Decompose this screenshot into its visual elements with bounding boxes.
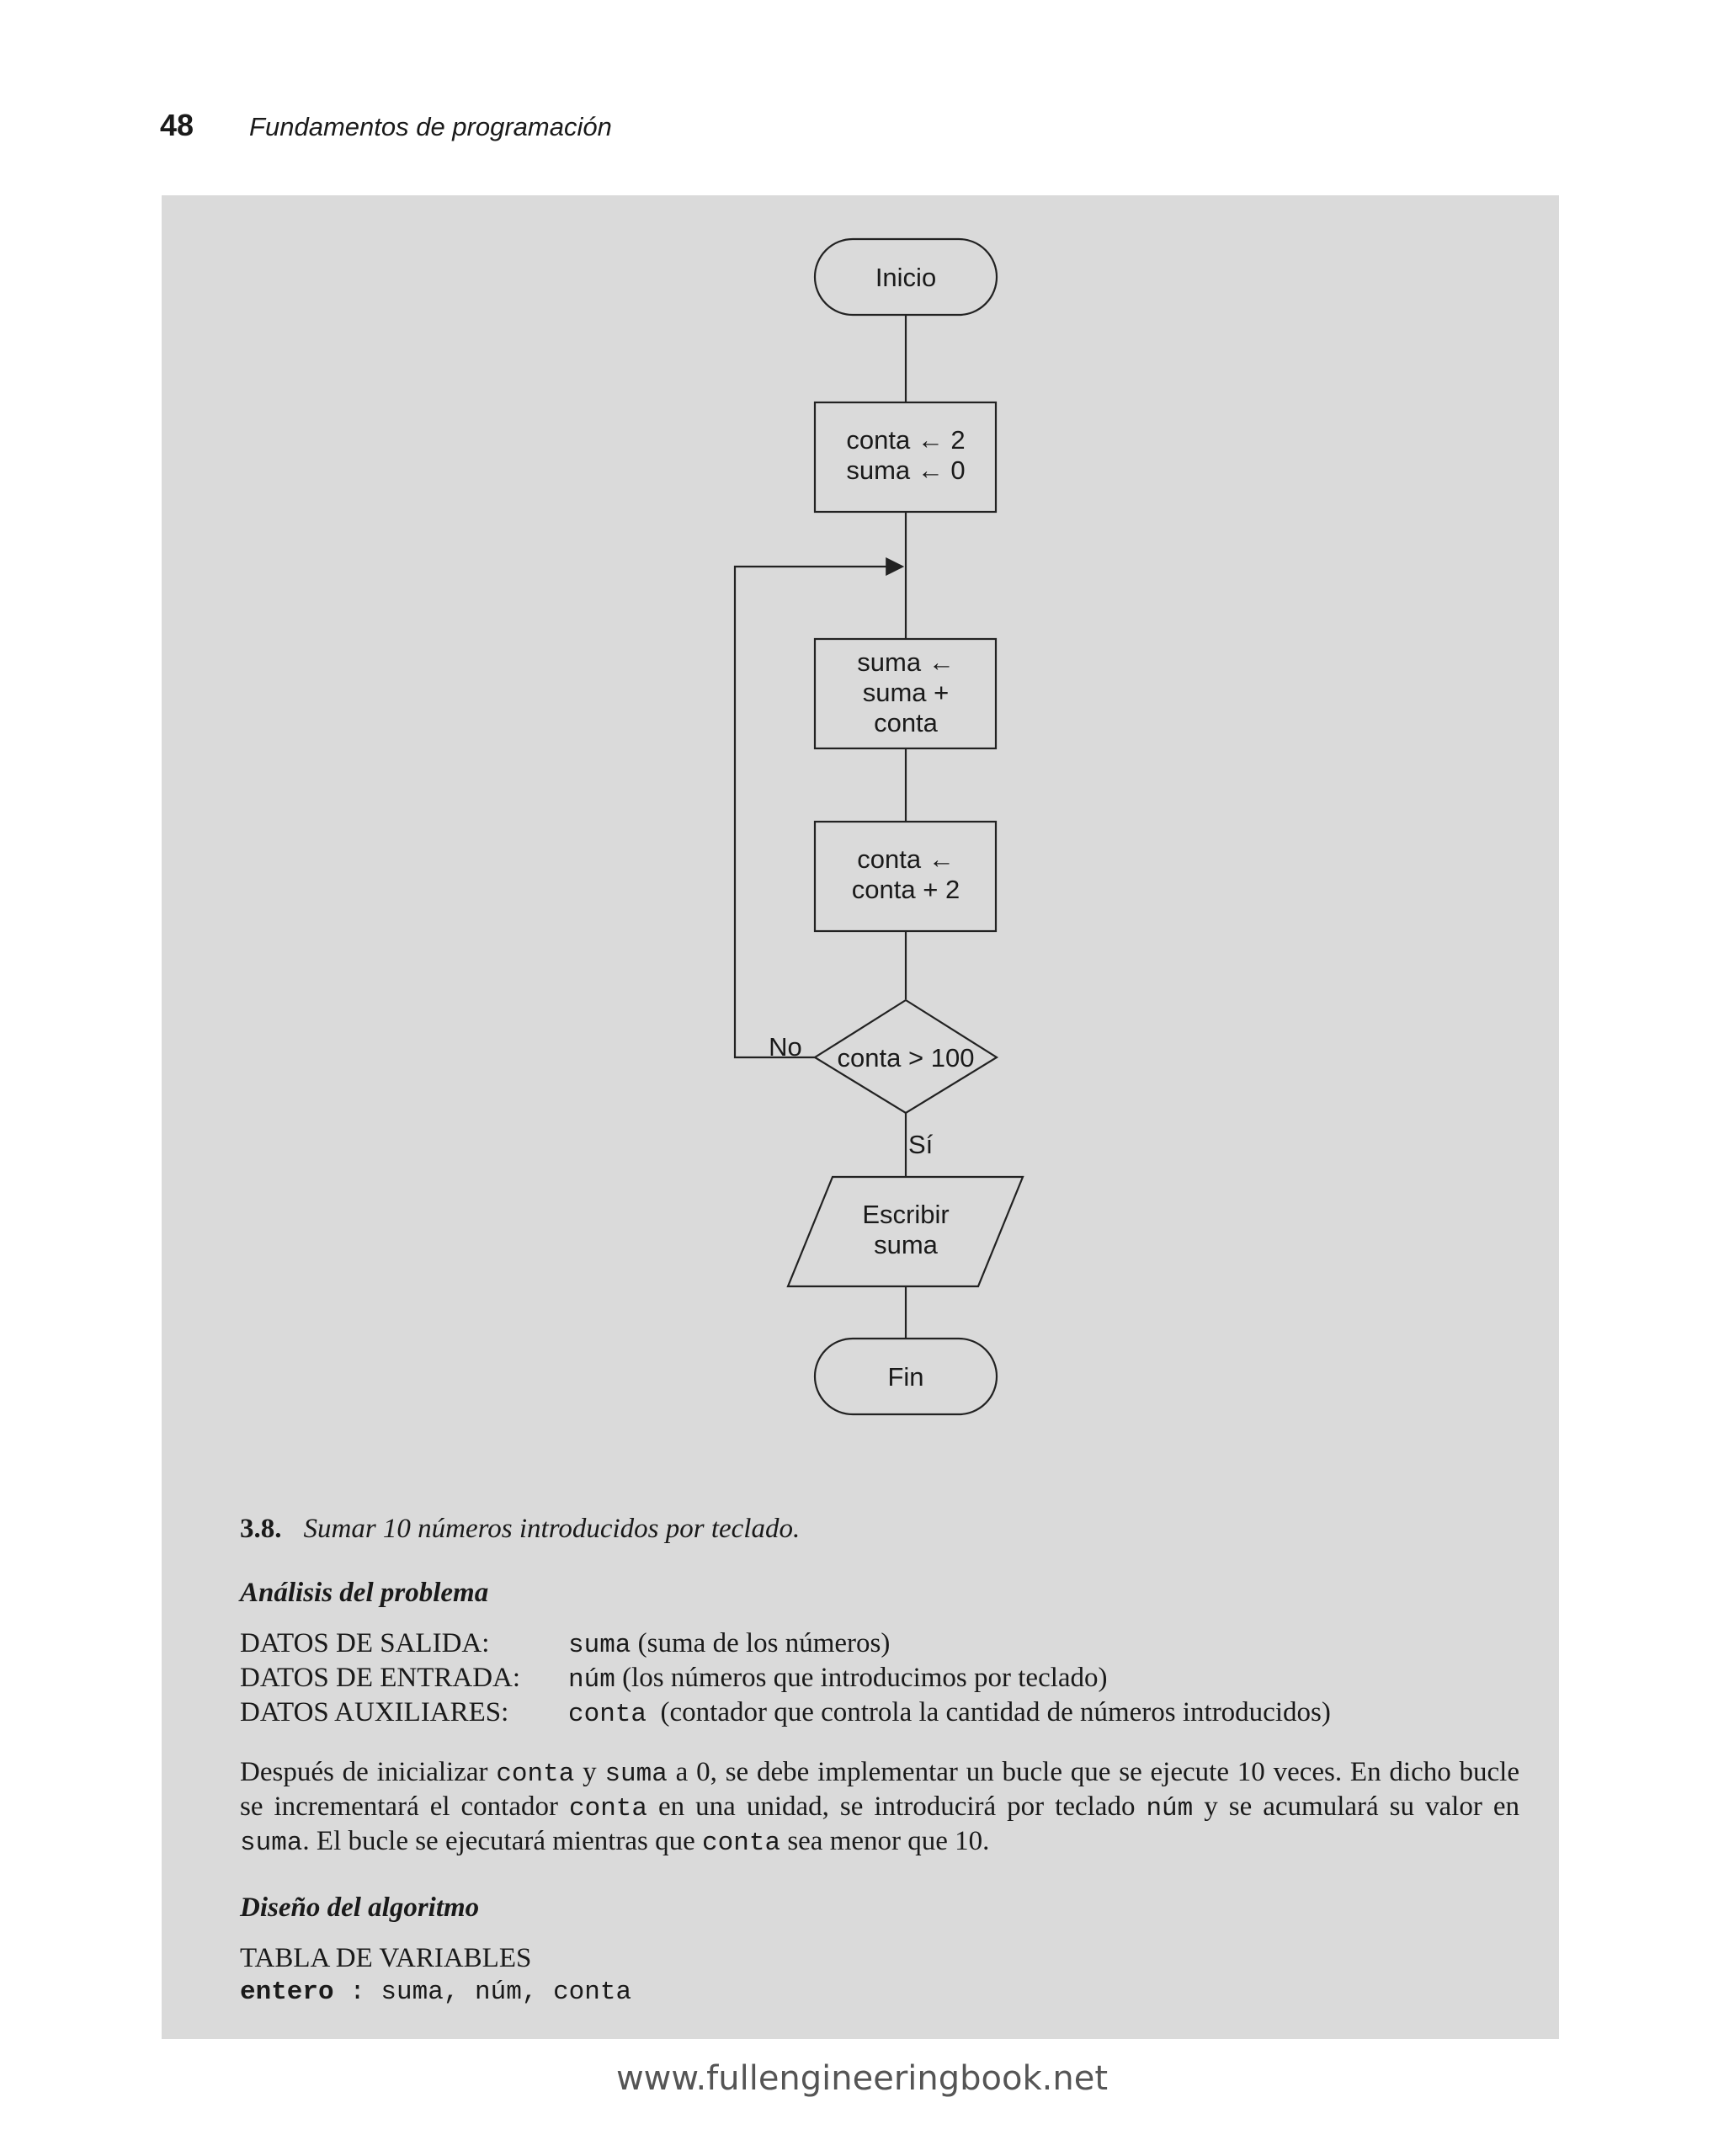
- para-code: núm: [1146, 1794, 1194, 1823]
- type-keyword: entero: [240, 1978, 334, 2007]
- init-line1: conta ← 2: [846, 425, 966, 455]
- data-var: núm: [568, 1665, 615, 1695]
- problem-section: [240, 1513, 1519, 2009]
- variable-declaration: [240, 1974, 1519, 2009]
- para-text: y: [574, 1757, 605, 1787]
- declared-variables: : suma, núm, conta: [333, 1978, 632, 2007]
- data-row-input: [240, 1662, 1519, 1696]
- para-text: en una unidad, se introducirá por teclado: [647, 1791, 1147, 1822]
- para-code: suma: [604, 1759, 668, 1789]
- design-heading: Diseño del algoritmo: [240, 1892, 480, 1923]
- para-text: . El bucle se ejecutará mientras que: [302, 1826, 703, 1856]
- content-panel: [162, 195, 1559, 2039]
- data-var: suma: [568, 1631, 631, 1660]
- explanation-paragraph: [240, 1756, 1519, 1860]
- page-header: [160, 108, 612, 158]
- init-line2: suma ← 0: [846, 455, 966, 485]
- data-desc: (suma de los números): [631, 1628, 891, 1658]
- variables-table-title: TABLA DE VARIABLES: [240, 1943, 532, 1973]
- data-label: DATOS AUXILIARES:: [240, 1697, 509, 1727]
- data-desc: (contador que controla la cantidad de números introducidos): [646, 1697, 1331, 1727]
- problem-statement: Sumar 10 números introducidos por teclado.: [303, 1514, 801, 1544]
- sum-line1: suma ←: [857, 647, 955, 677]
- data-label: DATOS DE SALIDA:: [240, 1628, 490, 1658]
- data-list: [240, 1627, 1519, 1731]
- problem-number: 3.8.: [240, 1514, 282, 1544]
- flowchart: [162, 195, 1559, 1500]
- decision-label: conta > 100: [837, 1043, 975, 1073]
- data-desc: (los números que introducimos por teclado): [615, 1663, 1108, 1693]
- para-code: conta: [569, 1794, 648, 1823]
- para-code: conta: [496, 1759, 575, 1789]
- para-text: Después de inicializar: [240, 1757, 497, 1787]
- inc-line2: conta + 2: [851, 875, 960, 904]
- page-number: 48: [160, 108, 194, 142]
- sum-line2: suma +: [862, 678, 950, 707]
- data-label: DATOS DE ENTRADA:: [240, 1663, 521, 1693]
- yes-branch-label: Sí: [908, 1130, 934, 1159]
- no-branch-label: No: [769, 1032, 802, 1062]
- para-code: conta: [702, 1829, 781, 1858]
- para-text: sea menor que 10.: [780, 1826, 990, 1856]
- inc-line1: conta ←: [857, 844, 955, 874]
- start-label: Inicio: [875, 263, 937, 292]
- output-line2: suma: [874, 1230, 938, 1259]
- para-text: a 0, se debe implementar un bucle que se ejecute 10 veces. En dicho bucle se incrementará el contador: [240, 1757, 1519, 1822]
- sum-line3: conta: [874, 708, 938, 737]
- para-text: y se acumulará su valor en: [1193, 1791, 1519, 1822]
- data-var: conta: [568, 1700, 647, 1729]
- para-code: suma: [240, 1829, 303, 1858]
- output-line1: Escribir: [862, 1200, 950, 1229]
- analysis-heading: Análisis del problema: [240, 1578, 489, 1608]
- footer-url: www.fullengineeringbook.net: [615, 2059, 1109, 2098]
- data-row-output: [240, 1627, 1519, 1662]
- end-label: Fin: [887, 1362, 924, 1392]
- running-title: Fundamentos de programación: [249, 112, 612, 141]
- problem-title: [240, 1513, 1519, 1545]
- data-row-aux: [240, 1696, 1519, 1731]
